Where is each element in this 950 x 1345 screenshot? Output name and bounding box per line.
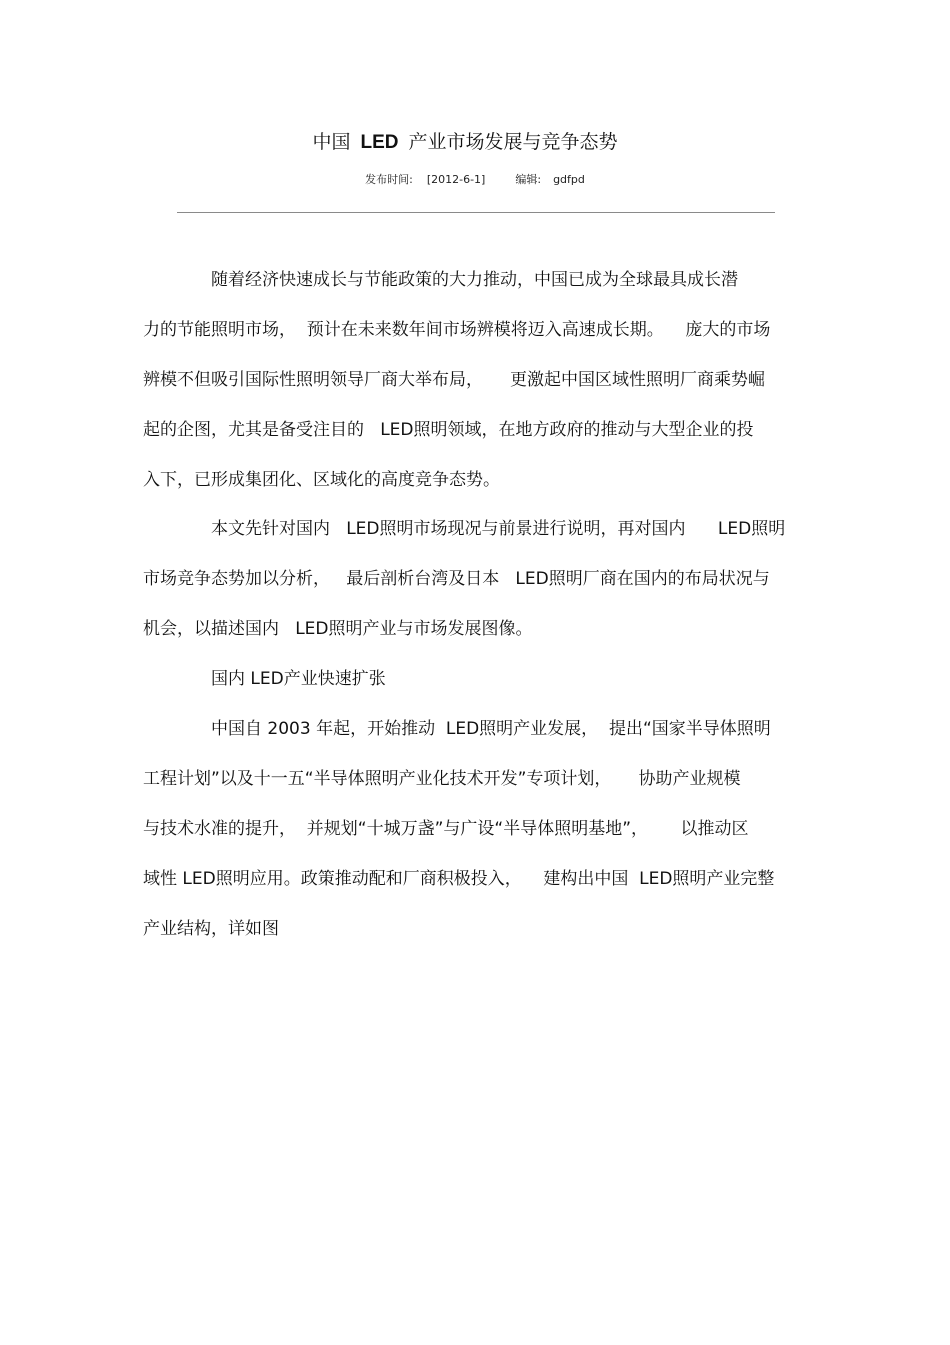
body-line: 力的节能照明市场， 预计在未来数年间市场辨模将迈入高速成长期。 庞大的市场 (143, 320, 771, 340)
body-line: 入下，已形成集团化、区域化的高度竞争态势。 (143, 470, 500, 490)
section-heading: 国内 LED产业快速扩张 (211, 669, 386, 689)
title-led: LED (360, 132, 399, 153)
body-line: 域性 LED照明应用。政策推动配和厂商积极投入， 建构出中国 LED照明产业完整 (143, 869, 775, 889)
editor-name: gdfpd (553, 173, 585, 186)
title-prefix: 中国 (312, 131, 351, 153)
body-line: 随着经济快速成长与节能政策的大力推动，中国已成为全球最具成长潜 (211, 270, 738, 290)
body-line: 工程计划”以及十一五“半导体照明产业化技术开发”专项计划， 协助产业规模 (143, 769, 741, 789)
body-line: 产业结构，详如图 (143, 919, 279, 939)
published-label: 发布时间: (365, 173, 413, 186)
body-line: 起的企图，尤其是备受注目的 LED照明领域，在地方政府的推动与大型企业的投 (143, 420, 754, 440)
body-line: 中国自 2003 年起，开始推动 LED照明产业发展， 提出“国家半导体照明 (211, 719, 771, 739)
title-divider (177, 212, 775, 213)
editor-label: 编辑: (515, 173, 542, 186)
published-date: [2012-6-1] (426, 173, 486, 186)
body-line: 机会，以描述国内 LED照明产业与市场发展图像。 (143, 619, 533, 639)
title-suffix: 产业市场发展与竞争态势 (408, 131, 618, 153)
body-line: 市场竞争态势加以分析， 最后剖析台湾及日本 LED照明厂商在国内的布局状况与 (143, 569, 770, 589)
body-line: 与技术水准的提升， 并规划“十城万盏”与广设“半导体照明基地”， 以推动区 (143, 819, 749, 839)
article-title (0, 128, 930, 157)
article-meta (0, 171, 950, 189)
body-line: 本文先针对国内 LED照明市场现况与前景进行说明，再对国内 LED照明 (211, 519, 786, 539)
body-line: 辨模不但吸引国际性照明领导厂商大举布局， 更激起中国区域性照明厂商乘势崛 (143, 370, 766, 390)
